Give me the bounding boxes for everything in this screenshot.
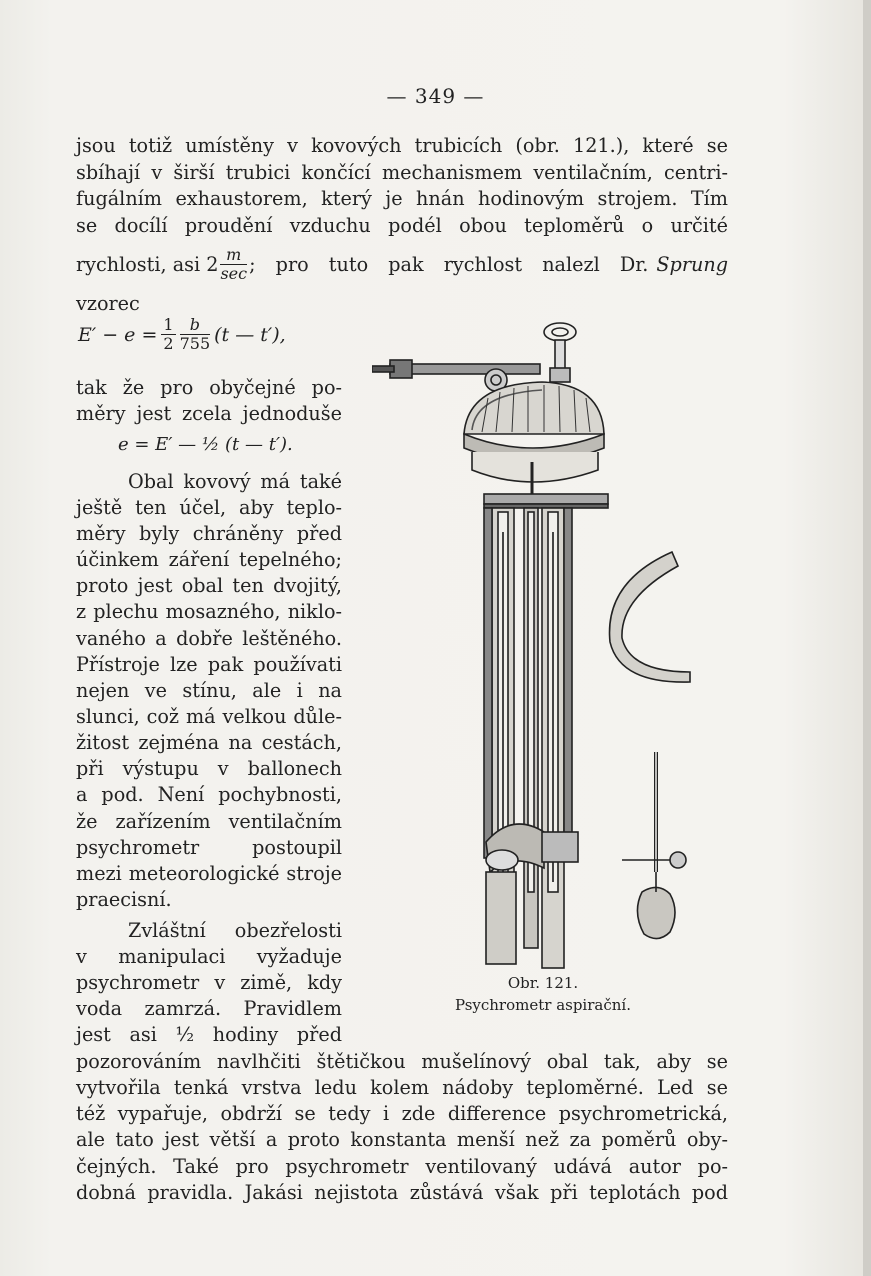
text-line: že zařízením ventilačním: [76, 810, 342, 833]
text-line: při výstupu v ballonech: [76, 757, 342, 780]
psychrometer-illustration: [372, 323, 690, 968]
text-line: praecisní.: [76, 888, 172, 911]
formula-half: [161, 316, 175, 353]
text-line: vytvořila tenká vrstva ledu kolem nádoby teploměrné. Led se: [76, 1076, 728, 1099]
text-line: dobná pravidla. Jakási nejistota zůstává však při teplotách pod: [76, 1181, 728, 1204]
psychrometer-figure: [372, 312, 722, 972]
text-line: Obal kovový má také: [128, 470, 342, 493]
text-line: ještě ten účel, aby teplo-: [76, 496, 342, 519]
figure-number: Obr. 121.: [507, 974, 579, 992]
speed-fraction-num: m: [220, 246, 247, 265]
page-number: — 349 —: [386, 84, 485, 108]
text-line: žitost zejména na cestách,: [76, 731, 342, 754]
text-line: a pod. Není pochybnosti,: [76, 783, 342, 806]
half-num: 1: [163, 315, 174, 334]
text-line: proto jest obal ten dvojitý,: [76, 574, 342, 597]
sprung-formula: [78, 316, 286, 353]
text-line: jest asi ½ hodiny před: [76, 1023, 342, 1046]
formula-rhs: (t — t′),: [214, 323, 286, 346]
half-den: 2: [163, 334, 174, 353]
text-line: z plechu mosazného, niklo-: [76, 600, 342, 623]
figure-caption: Psychrometr aspirační.: [455, 996, 631, 1014]
text-line: Zvláštní obezřelosti: [128, 919, 342, 942]
text-line: Přístroje lze pak používati: [76, 653, 342, 676]
text-line: fugálním exhaustorem, který je hnán hodinovým strojem. Tím: [76, 187, 728, 210]
text-line: psychrometr postoupil: [76, 836, 342, 859]
text-line: mezi meteorologické stroje: [76, 862, 342, 885]
formula-lhs: E′ − e =: [78, 323, 158, 346]
text-line: jsou totiž umístěny v kovových trubicích (obr. 121.), které se: [76, 134, 728, 157]
text-line: měry byly chráněny před: [76, 522, 342, 545]
text-line: pozorováním navlhčiti štětičkou mušelínový obal tak, aby se: [76, 1050, 728, 1073]
speed-text-before: rychlosti, asi 2: [76, 252, 219, 276]
text-line: voda zamrzá. Pravidlem: [76, 997, 342, 1020]
text-line: ale tato jest větší a proto konstanta menší než za poměrů oby-: [76, 1128, 728, 1151]
vzorec-label: vzorec: [76, 292, 140, 315]
page-edge: [863, 0, 871, 1276]
text-line: čejných. Také pro psychrometr ventilovaný udává autor po-: [76, 1155, 728, 1178]
text-line: v manipulaci vyžaduje: [76, 945, 342, 968]
text-line: sbíhají v širší trubici končící mechanismem ventilačním, centri-: [76, 161, 728, 184]
author-name: Sprung: [656, 252, 728, 276]
speed-fraction: [220, 246, 247, 283]
simple-formula: e = E′ — ½ (t — t′).: [118, 434, 293, 455]
text-line: vaného a dobře leštěného.: [76, 627, 342, 650]
text-line: se docílí proudění vzduchu podél obou teploměrů o určité: [76, 214, 728, 237]
text-line: též vypařuje, obdrží se tedy i zde difference psychrometrická,: [76, 1102, 728, 1125]
formula-b: [180, 316, 211, 353]
speed-text-after: ; pro tuto pak rychlost nalezl Dr.: [249, 252, 649, 276]
text-line: psychrometr v zimě, kdy: [76, 971, 342, 994]
text-line: měry jest zcela jednoduše: [76, 402, 342, 425]
text-line: účinkem záření tepelného;: [76, 548, 342, 571]
text-line: slunci, což má velkou důle-: [76, 705, 342, 728]
b-den: 755: [179, 334, 211, 353]
text-line: tak že pro obyčejné po-: [76, 376, 342, 399]
text-line: nejen ve stínu, ale i na: [76, 679, 342, 702]
b-num: b: [180, 316, 211, 335]
speed-fraction-den: sec: [220, 264, 248, 283]
speed-line: [76, 246, 728, 283]
